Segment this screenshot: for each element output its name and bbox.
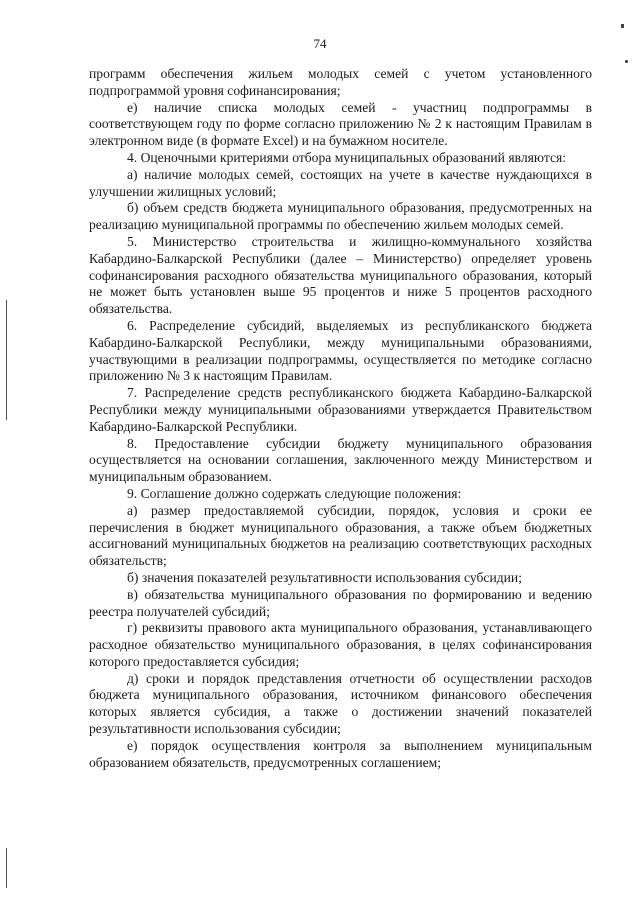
paragraph-6: 6. Распределение субсидий, выделяемых из республиканского бюджета Кабардино-Балкарской Республики, между муниципальными образованиями, участвующими в реализации подпрограммы, осуществляется по методике согласно приложению № 3 к настоящим Правилам.: [89, 317, 592, 384]
paragraph-9a: а) размер предоставляемой субсидии, порядок, условия и сроки ее перечисления в бюджет муниципального образования, а также объем бюджетных ассигнований муниципальных бюджетов на реализацию соответствующих расходных обязательств;: [89, 502, 592, 569]
paragraph-5: 5. Министерство строительства и жилищно-коммунального хозяйства Кабардино-Балкарской Республики (далее – Министерство) определяет уровень софинансирования расходного обязательства муниципального образования, который не может быть установлен выше 95 процентов и ниже 5 процентов расходного обязательства.: [89, 233, 592, 317]
paragraph-8: 8. Предоставление субсидии бюджету муниципального образования осуществляется на основании соглашения, заключенного между Министерством и муниципальным образованием.: [89, 435, 592, 485]
paragraph-9g: г) реквизиты правового акта муниципального образования, устанавливающего расходное обязательство муниципального образования, в целях софинансирования которого предоставляется субсидия;: [89, 620, 592, 669]
paragraph-4: 4. Оценочными критериями отбора муниципальных образований являются:: [127, 149, 567, 165]
paragraph-9b: б) значения показателей результативности использования субсидии;: [127, 569, 522, 585]
paragraph-4b: б) объем средств бюджета муниципального образования, предусмотренных на реализацию муниципальной программы по обеспечению жильем молодых семей.: [89, 200, 592, 233]
paragraph-continuation: программ обеспечения жильем молодых семей с учетом установленного подпрограммой уровня софинансирования;: [89, 66, 592, 98]
paragraph-9v: в) обязательства муниципального образования по формированию и ведению реестра получателей субсидий;: [89, 586, 592, 619]
paragraph-item-e-list: е) наличие списка молодых семей - участниц подпрограммы в соответствующем году по форме согласно приложению № 2 к настоящим Правилам в электронном виде (в формате Excel) и на бумажном носителе.: [89, 99, 592, 149]
document-body: [89, 66, 592, 771]
paragraph-9e: е) порядок осуществления контроля за выполнением муниципальным образованием обязательств, предусмотренных соглашением;: [89, 737, 592, 770]
scan-artifact-mark: [621, 24, 624, 28]
paragraph-7: 7. Распределение средств республиканского бюджета Кабардино-Балкарской Республики между муниципальными образованиями утверждается Правительством Кабардино-Балкарской Республики.: [89, 385, 592, 434]
paragraph-9: 9. Соглашение должно содержать следующие положения:: [127, 485, 462, 501]
scan-artifact-line: [6, 300, 7, 420]
scan-artifact-line-bottom: [6, 848, 7, 888]
scan-artifact-dot: [625, 60, 628, 63]
paragraph-9d: д) сроки и порядок представления отчетности об осуществлении расходов бюджета муниципального образования, источником финансового обеспечения которых является субсидия, а также о достижении значений показателей результативности использования субсидии;: [89, 670, 592, 737]
paragraph-4a: а) наличие молодых семей, состоящих на учете в качестве нуждающихся в улучшении жилищных условий;: [89, 166, 592, 199]
page-number: 74: [313, 36, 327, 51]
